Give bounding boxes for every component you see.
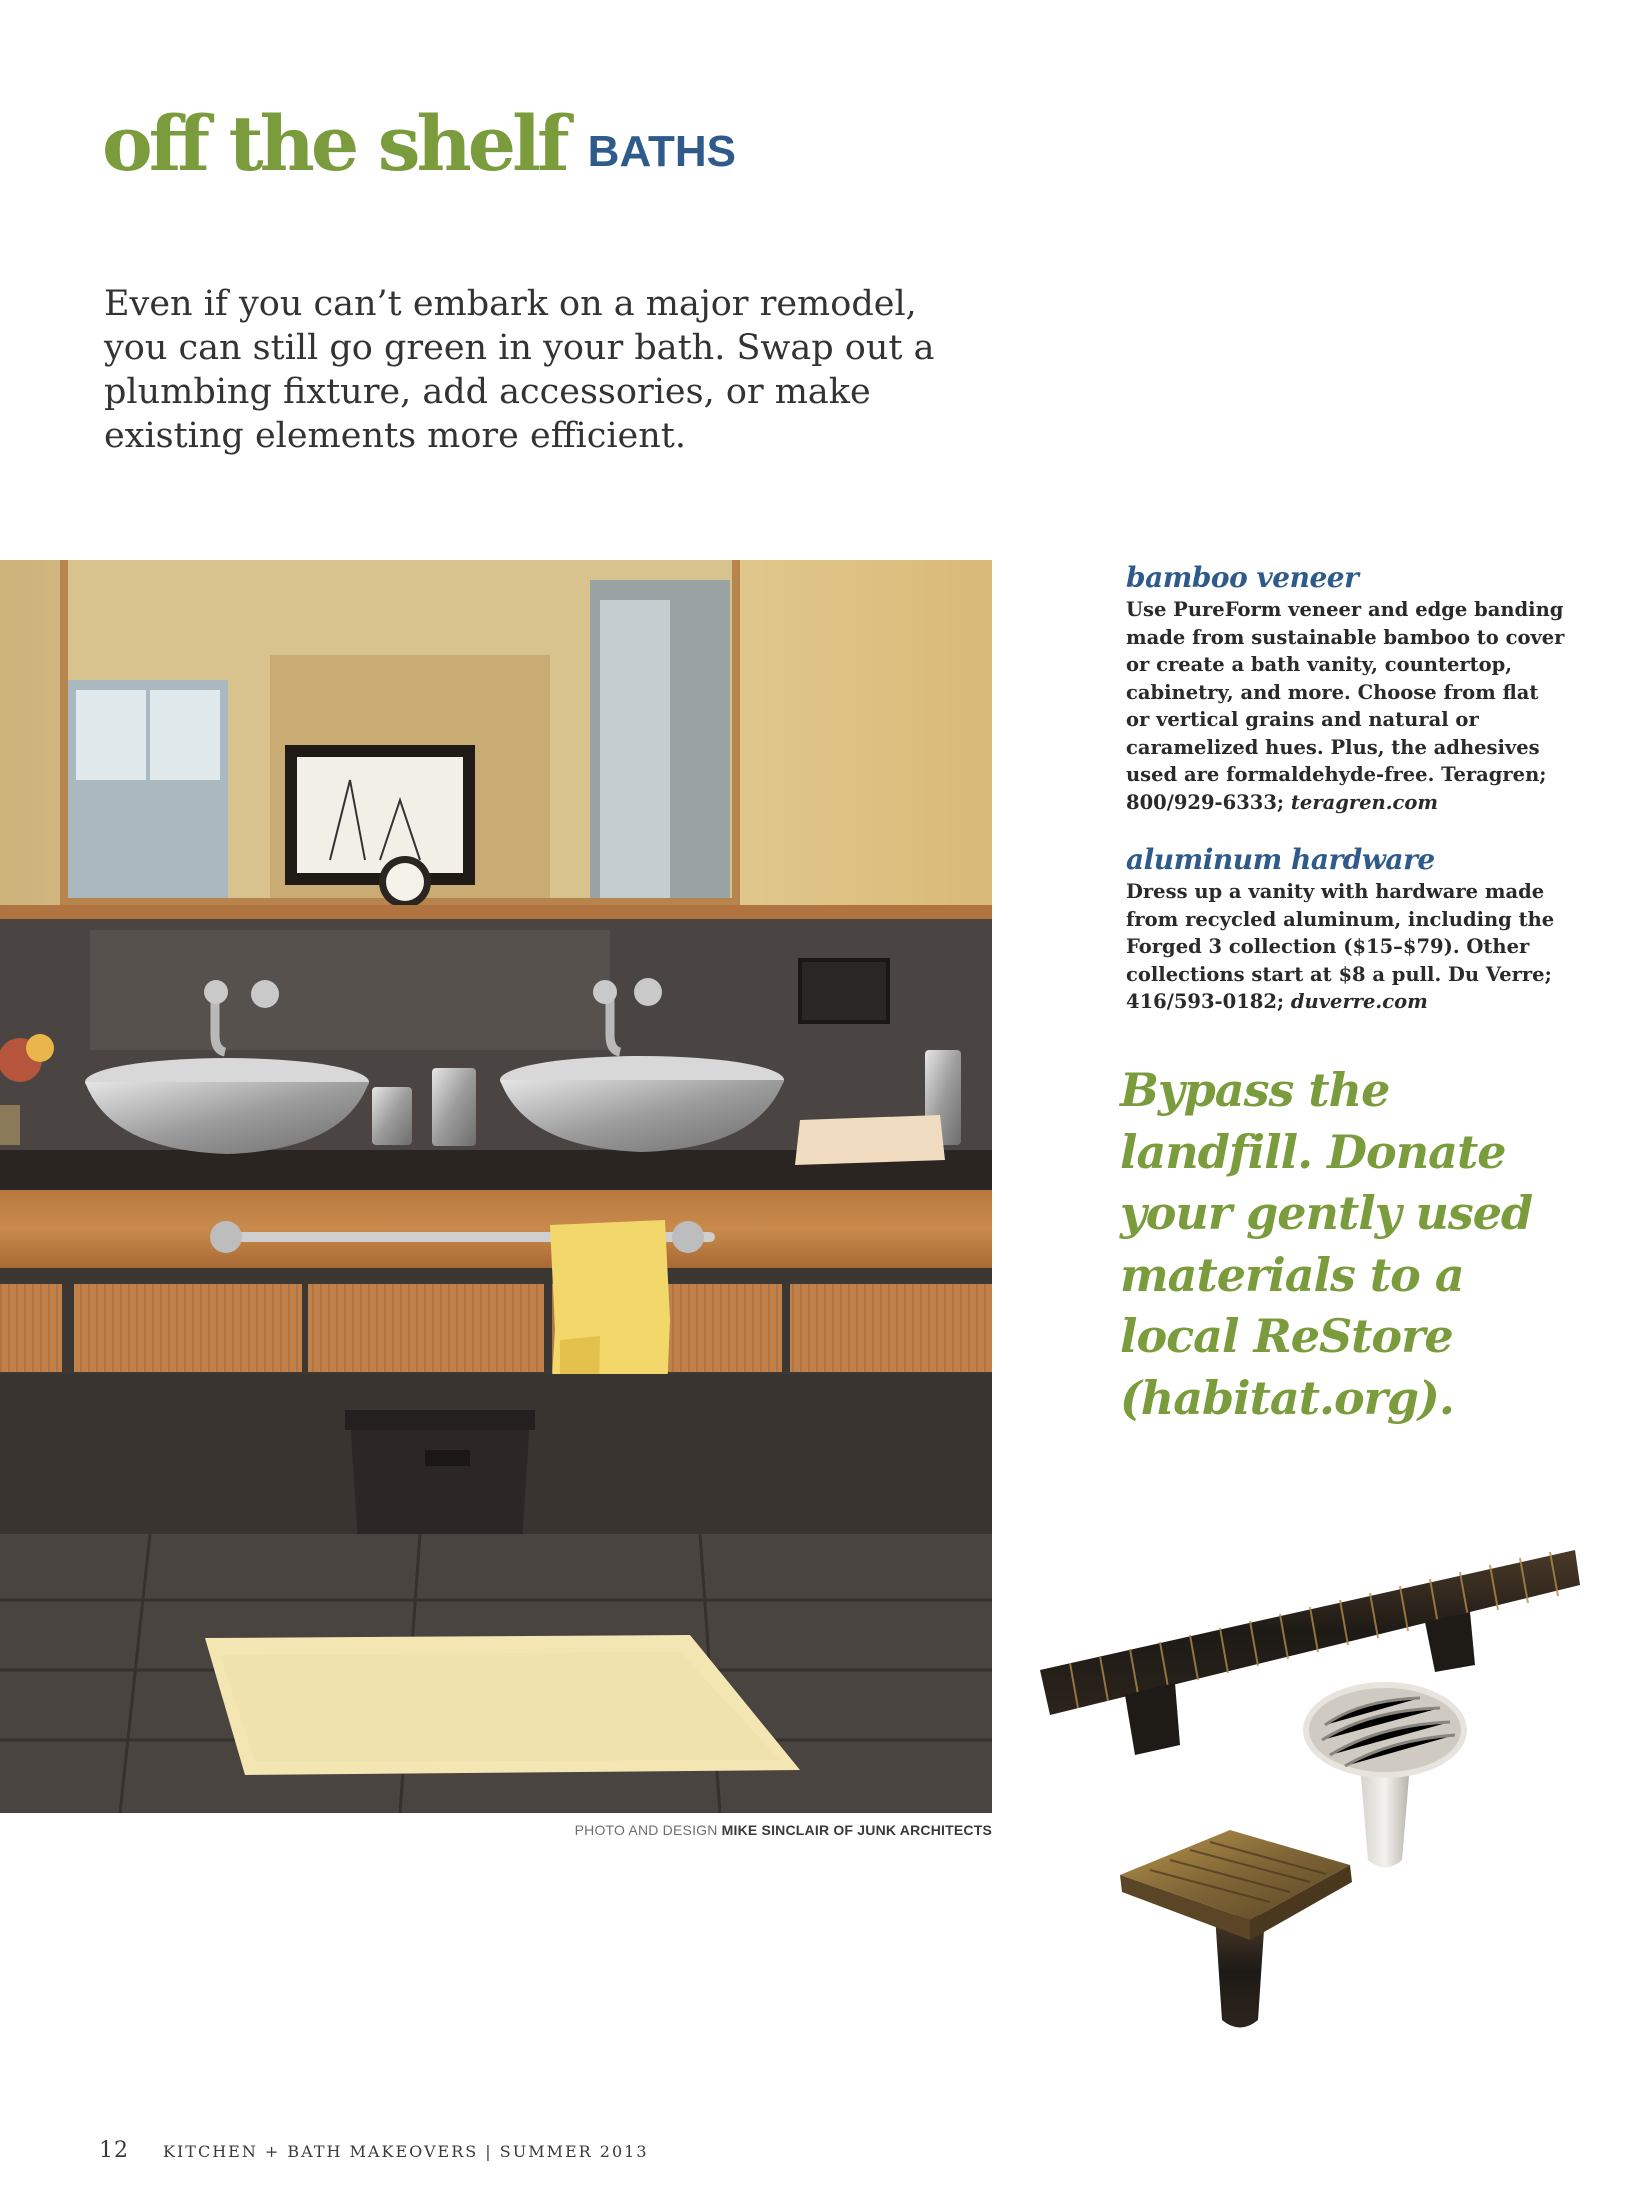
bamboo-veneer-section xyxy=(1126,561,1566,816)
photo-credit xyxy=(0,1822,992,1838)
aluminum-hardware-section xyxy=(1126,843,1566,1016)
section-subtitle: BATHS xyxy=(587,127,736,176)
photo-credit-name: MIKE SINCLAIR OF JUNK ARCHITECTS xyxy=(721,1822,992,1838)
aluminum-hardware-title: aluminum hardware xyxy=(1126,843,1435,876)
pull-quote: Bypass the landfill. Donate your gently used materials to a local ReStore (habitat.org). xyxy=(1120,1063,1533,1425)
bathroom-photo xyxy=(0,560,992,1813)
photo-credit-prefix: PHOTO AND DESIGN xyxy=(574,1822,718,1838)
section-title: off the shelf xyxy=(102,99,566,188)
hardware-photo xyxy=(1030,1530,1590,2050)
aluminum-hardware-url: duverre.com xyxy=(1290,990,1428,1013)
section-header xyxy=(102,92,1302,188)
bamboo-veneer-description xyxy=(1126,596,1566,816)
bamboo-veneer-title: bamboo veneer xyxy=(1126,561,1359,594)
publication-name: KITCHEN + BATH MAKEOVERS | SUMMER 2013 xyxy=(163,2142,649,2161)
aluminum-hardware-text: Dress up a vanity with hardware made from recycled aluminum, including the Forged 3 collection ($15–$79). Other collections start at $8 a pull. Du Verre; 416/593-0182; xyxy=(1126,880,1555,1013)
page-footer xyxy=(99,2138,649,2163)
page-number: 12 xyxy=(99,2138,129,2163)
bamboo-veneer-url: teragren.com xyxy=(1290,790,1439,814)
intro-text: Even if you can’t embark on a major remodel, you can still go green in your bath. Swap out a plumbing fixture, add accessories, or make existing elements more efficient. xyxy=(104,284,935,456)
aluminum-hardware-description xyxy=(1126,878,1566,1016)
bamboo-veneer-text: Use PureForm veneer and edge banding made from sustainable bamboo to cover or create a bath vanity, countertop, cabinetry, and more. Choose from flat or vertical grains and natural or caramelized hues. Plus, the adhesives used are formaldehyde-free. Teragren; 800/929-6333; xyxy=(1126,598,1565,814)
